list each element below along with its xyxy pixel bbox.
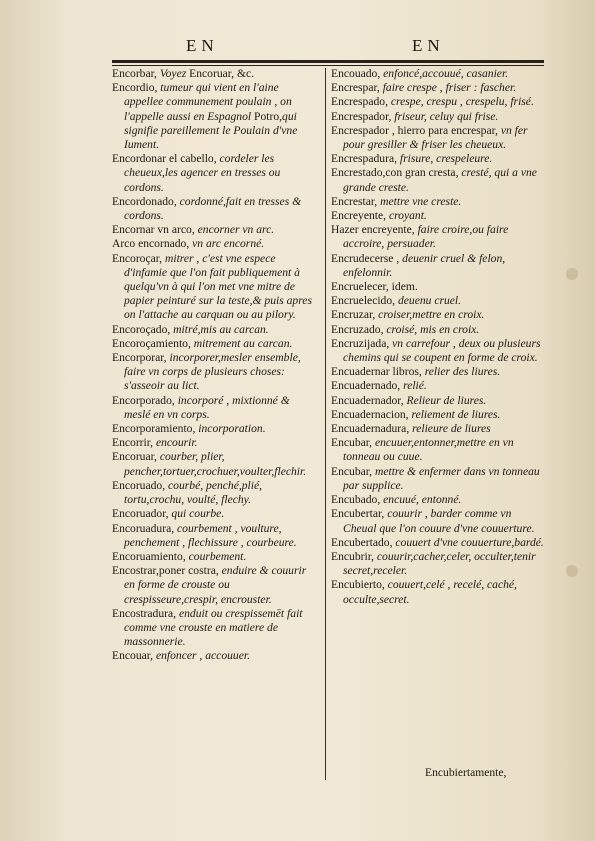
definition: faire croire,ou faire accroire, persuader. bbox=[343, 223, 509, 251]
definition: mitré,mis au carcan. bbox=[173, 322, 269, 336]
dictionary-entry bbox=[112, 564, 319, 607]
definition: mettre vne creste. bbox=[380, 194, 462, 208]
headword: Encuadernador, bbox=[331, 393, 407, 407]
definition: croisé, mis en croix. bbox=[386, 322, 480, 336]
header-rule-thin bbox=[112, 65, 544, 66]
headword: Encreyente, bbox=[331, 209, 389, 223]
definition: mitrer , c'est vne espece d'infamie que l'on fait publiquement à quelqu'vn à qui l'on met vne mitre de papier peinturé sur la teste,& puis apres on l'attache au carquan ou au pilory. bbox=[124, 251, 312, 322]
paper-blemish bbox=[566, 268, 578, 280]
headword: Encruzado, bbox=[331, 322, 387, 336]
right-column bbox=[331, 67, 544, 607]
dictionary-entry bbox=[331, 323, 544, 337]
dictionary-entry bbox=[112, 649, 319, 663]
definition: encourir. bbox=[155, 436, 198, 450]
definition: incorporé , mixtionné & meslé en vn corps. bbox=[124, 393, 290, 421]
definition: deuenu cruel. bbox=[397, 294, 462, 308]
dictionary-entry bbox=[331, 195, 544, 209]
definition: reliement de liures. bbox=[411, 407, 501, 421]
dictionary-entry bbox=[112, 436, 319, 450]
dictionary-entry bbox=[331, 280, 544, 294]
dictionary-entry bbox=[331, 536, 544, 550]
headword: Encostrar,poner costra, bbox=[112, 564, 222, 578]
headword: Encubar, bbox=[331, 436, 375, 450]
headword: Encoruado, bbox=[112, 478, 169, 492]
dictionary-entry bbox=[331, 422, 544, 436]
header-rule bbox=[112, 60, 544, 63]
definition: couuert d'vne couuerture,bardé. bbox=[395, 535, 544, 549]
definition: encorner vn arc. bbox=[197, 223, 275, 237]
headword: Arco encornado, bbox=[112, 237, 193, 251]
definition: croyant. bbox=[388, 209, 427, 223]
headword: Encrespador , hierro para encrespar, bbox=[331, 123, 501, 137]
dictionary-entry bbox=[331, 209, 544, 223]
headword: Encorporamiento, bbox=[112, 422, 199, 436]
headword: Encouado, bbox=[331, 67, 384, 80]
definition: courbement. bbox=[188, 549, 247, 563]
headword: Encoroçamiento, bbox=[112, 336, 194, 350]
column-divider bbox=[325, 68, 326, 780]
dictionary-entry bbox=[331, 81, 544, 95]
headword: Encostradura, bbox=[112, 606, 179, 620]
definition: croiser,mettre en croix. bbox=[378, 308, 485, 322]
dictionary-entry bbox=[112, 607, 319, 650]
headword: Encruzijada, bbox=[331, 336, 393, 350]
headword: Encoruar, bbox=[112, 450, 160, 464]
definition: vn carrefour , deux ou plusieurs chemins qui se coupent en forme de croix. bbox=[343, 336, 541, 365]
definition: encuué, entonné. bbox=[383, 493, 462, 507]
definition: couurir,cacher,celer, occulter,tenir secret,receler. bbox=[343, 549, 536, 578]
dictionary-entry bbox=[112, 479, 319, 507]
headword: Encubierto, bbox=[331, 578, 388, 592]
dictionary-entry bbox=[112, 67, 319, 81]
headword: Encuadernacion, bbox=[331, 407, 412, 421]
dictionary-entry bbox=[112, 507, 319, 521]
headword: Encubado, bbox=[331, 493, 384, 507]
definition: enduire & couurir en forme de crouste ou crespisseure,crespir, encrouster. bbox=[124, 564, 307, 606]
paper-blemish bbox=[566, 565, 578, 577]
definition: vn fer pour gresiller & friser les cheueux. bbox=[343, 123, 528, 152]
headword: Encubar, bbox=[331, 464, 375, 478]
headword: Encordonado, bbox=[112, 194, 180, 208]
headword: Encruzar, bbox=[331, 308, 379, 322]
definition: enduit ou crespissemēt fait comme vne crouste en matiere de massonnerie. bbox=[124, 606, 303, 649]
dictionary-entry bbox=[331, 465, 544, 493]
dictionary-entry bbox=[331, 152, 544, 166]
dictionary-entry bbox=[331, 550, 544, 578]
header-right: EN bbox=[412, 36, 445, 55]
headword: Encrudecerse , bbox=[331, 251, 403, 265]
headword: Encoruamiento, bbox=[112, 549, 189, 563]
catchword: Encubiertamente, bbox=[425, 766, 507, 779]
definition: frisure, crespeleure. bbox=[399, 152, 493, 166]
headword: Encruelecido, bbox=[331, 294, 398, 308]
dictionary-entry bbox=[331, 493, 544, 507]
definition: relié. bbox=[403, 379, 427, 393]
definition: courbement , voulture, penchement , flechissure , courbeure. bbox=[124, 521, 297, 549]
definition: mettre & enfermer dans vn tonneau par supplice. bbox=[343, 464, 540, 492]
definition: enfoncé,accouué, casanier. bbox=[383, 67, 509, 80]
dictionary-entry bbox=[331, 507, 544, 535]
dictionary-entry bbox=[331, 223, 544, 251]
dictionary-entry bbox=[331, 95, 544, 109]
headword: Encoruador, bbox=[112, 507, 172, 521]
dictionary-entry bbox=[331, 365, 544, 379]
headword: Encrestar, bbox=[331, 194, 381, 208]
dictionary-entry bbox=[112, 237, 319, 251]
dictionary-entry bbox=[331, 578, 544, 606]
definition: mitrement au carcan. bbox=[193, 336, 293, 350]
dictionary-entry bbox=[331, 337, 544, 365]
headword: Encuadernar libros, bbox=[331, 365, 425, 379]
left-column bbox=[112, 67, 319, 664]
headword: Encordio, bbox=[112, 81, 161, 95]
dictionary-entry bbox=[112, 422, 319, 436]
definition: relieure de liures bbox=[412, 422, 491, 436]
dictionary-entry bbox=[112, 252, 319, 323]
definition: qui courbe. bbox=[171, 507, 225, 521]
headword: Encruelecer, idem. bbox=[331, 280, 418, 294]
headword: Encrespadura, bbox=[331, 152, 400, 166]
definition: enfoncer , accouuer. bbox=[155, 649, 250, 663]
dictionary-entry bbox=[112, 394, 319, 422]
definition: vn arc encorné. bbox=[192, 237, 265, 251]
headword: Encubertar, bbox=[331, 507, 388, 521]
headword: Encorporado, bbox=[112, 393, 178, 407]
headword: Encorrir, bbox=[112, 436, 156, 450]
headword: Encubertado, bbox=[331, 535, 396, 549]
definition: couurir , barder comme vn Cheual que l'on couure d'vne couuerture. bbox=[343, 507, 535, 535]
dictionary-entry bbox=[331, 436, 544, 464]
definition: courber, plier, pencher,tortuer,crochuer,voulter,flechir. bbox=[124, 450, 307, 478]
headword: Encoroçado, bbox=[112, 322, 174, 336]
header-left: EN bbox=[186, 36, 219, 55]
definition: faire crespe , friser : fascher. bbox=[382, 81, 517, 95]
headword: Encuadernadura, bbox=[331, 422, 413, 436]
headword: Encornar vn arco, bbox=[112, 223, 198, 237]
headword: Encrespador, bbox=[331, 109, 395, 123]
headword: Encorbar, bbox=[112, 67, 160, 80]
definition: crespe, crespu , crespelu, frisé. bbox=[390, 95, 534, 109]
dictionary-entry bbox=[112, 152, 319, 195]
definition: courbé, penché,plié, tortu,crochu, voulté, flechy. bbox=[124, 478, 263, 507]
dictionary-entry bbox=[331, 67, 544, 81]
headword: Encouar, bbox=[112, 649, 156, 663]
dictionary-entry bbox=[112, 323, 319, 337]
definition: encuuer,entonner,mettre en vn tonneau ou cuue. bbox=[343, 436, 514, 464]
dictionary-entry bbox=[331, 252, 544, 280]
dictionary-entry bbox=[112, 550, 319, 564]
definition: tumeur qui vient en l'aine appellee communement poulain , on l'appelle aussi en Espagnol bbox=[124, 81, 292, 123]
definition: cordeler les cheueux,les agencer en tresses ou cordons. bbox=[124, 152, 281, 194]
definition: incorporation. bbox=[198, 422, 266, 436]
dictionary-entry bbox=[331, 124, 544, 152]
dictionary-entry bbox=[331, 166, 544, 194]
headword: Encrespado, bbox=[331, 95, 391, 109]
headword: Encuadernado, bbox=[331, 379, 404, 393]
dictionary-entry bbox=[112, 337, 319, 351]
dictionary-entry bbox=[331, 308, 544, 322]
dictionary-entry bbox=[112, 223, 319, 237]
definition: friseur, celuy qui frise. bbox=[394, 109, 499, 123]
dictionary-entry bbox=[112, 195, 319, 223]
headword-extra: Potro, bbox=[251, 109, 283, 123]
definition: couuert,celé , recelé, caché, occulte,secret. bbox=[343, 578, 517, 606]
headword: Encubrir, bbox=[331, 549, 377, 563]
dictionary-entry bbox=[331, 379, 544, 393]
dictionary-entry bbox=[112, 522, 319, 550]
definition-extra: qui signifie pareillement le Poulain d'vne Iument. bbox=[124, 109, 298, 152]
dictionary-entry bbox=[112, 351, 319, 394]
headword: Encrestado,con gran cresta, bbox=[331, 166, 462, 180]
headword: Encorporar, bbox=[112, 351, 170, 365]
definition: relier des liures. bbox=[424, 365, 501, 379]
definition: cordonné,fait en tresses & cordons. bbox=[124, 194, 302, 223]
dictionary-entry bbox=[331, 110, 544, 124]
headword: Encrespar, bbox=[331, 81, 383, 95]
headword-extra: Encoruar, &c. bbox=[186, 67, 255, 80]
definition: cresté, qui a vne grande creste. bbox=[343, 166, 537, 194]
dictionary-entry bbox=[331, 294, 544, 308]
headword: Encordonar el cabello, bbox=[112, 152, 220, 166]
definition: Voyez bbox=[159, 67, 187, 80]
headword: Encoroçar, bbox=[112, 251, 165, 265]
definition: deuenir cruel & felon, enfelonnir. bbox=[343, 251, 506, 279]
dictionary-entry bbox=[331, 408, 544, 422]
dictionary-entry bbox=[331, 394, 544, 408]
running-header bbox=[112, 36, 542, 58]
definition: incorporer,mesler ensemble, faire vn corps de plusieurs choses: s'asseoir au lict. bbox=[124, 351, 301, 393]
dictionary-entry bbox=[112, 450, 319, 478]
dictionary-entry bbox=[112, 81, 319, 152]
headword: Hazer encreyente, bbox=[331, 223, 418, 237]
headword: Encoruadura, bbox=[112, 521, 178, 535]
definition: Relieur de liures. bbox=[406, 393, 487, 407]
